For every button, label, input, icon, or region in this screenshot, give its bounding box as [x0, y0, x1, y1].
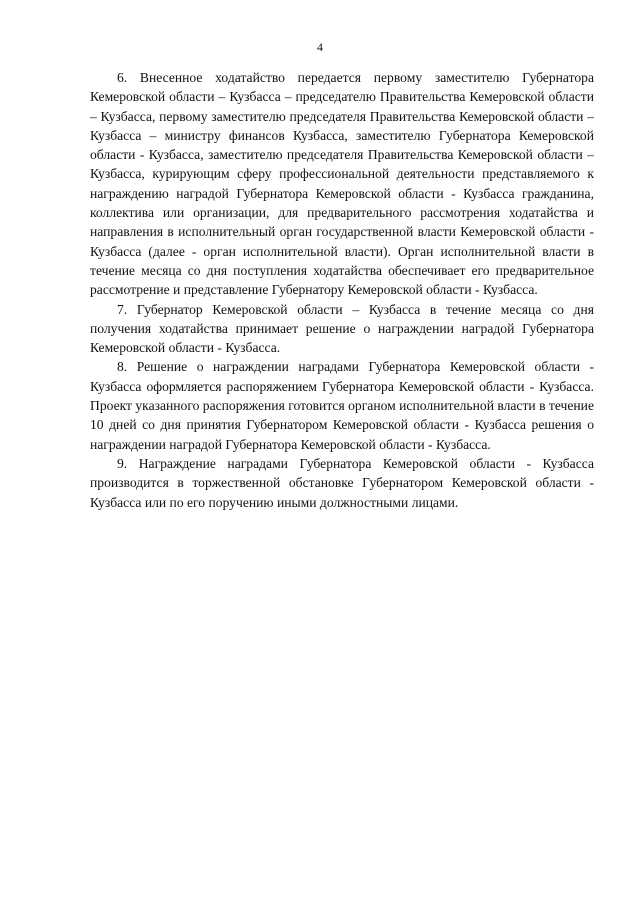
- page-number: 4: [317, 40, 323, 54]
- paragraph-7: 7. Губернатор Кемеровской области – Кузбасса в течение месяца со дня получения ходатайства принимает решение о награждении наградой Губернатора Кемеровской области - Кузбасса.: [90, 301, 594, 356]
- paragraph-9: 9. Награждение наградами Губернатора Кемеровской области - Кузбасса производится в торжественной обстановке Губернатором Кемеровской области - Кузбасса или по его поручению иными должностными лицами.: [90, 455, 594, 510]
- paragraph-6: 6. Внесенное ходатайство передается первому заместителю Губернатора Кемеровской области – Кузбасса – председателю Правительства Кемеровской области – Кузбасса, первому заместителю председателя Правительства Кемеровской области – Кузбасса – министру финансов Кузбасса, заместителю Губернатора Кемеровской области - Кузбасса, заместителю председателя Правительства Кемеровской области – Кузбасса, курирующим сферу профессиональной деятельности представляемого к награждению наградой Губернатора Кемеровской области - Кузбасса гражданина, коллектива или организации, для предварительного рассмотрения ходатайства и направления в исполнительный орган государственной власти Кемеровской области - Кузбасса (далее - орган исполнительной власти). Орган исполнительной власти в течение месяца со дня поступления ходатайства обеспечивает его предварительное рассмотрение и представление Губернатору Кемеровской области - Кузбасса.: [90, 70, 594, 298]
- paragraph-8: 8. Решение о награждении наградами Губернатора Кемеровской области - Кузбасса оформляется распоряжением Губернатора Кемеровской области - Кузбасса. Проект указанного распоряжения готовится органом исполнительной власти в течение 10 дней со дня принятия Губернатором Кемеровской области - Кузбасса решения о награждении наградой Губернатора Кемеровской области - Кузбасса.: [90, 359, 594, 452]
- document-body: [90, 68, 594, 512]
